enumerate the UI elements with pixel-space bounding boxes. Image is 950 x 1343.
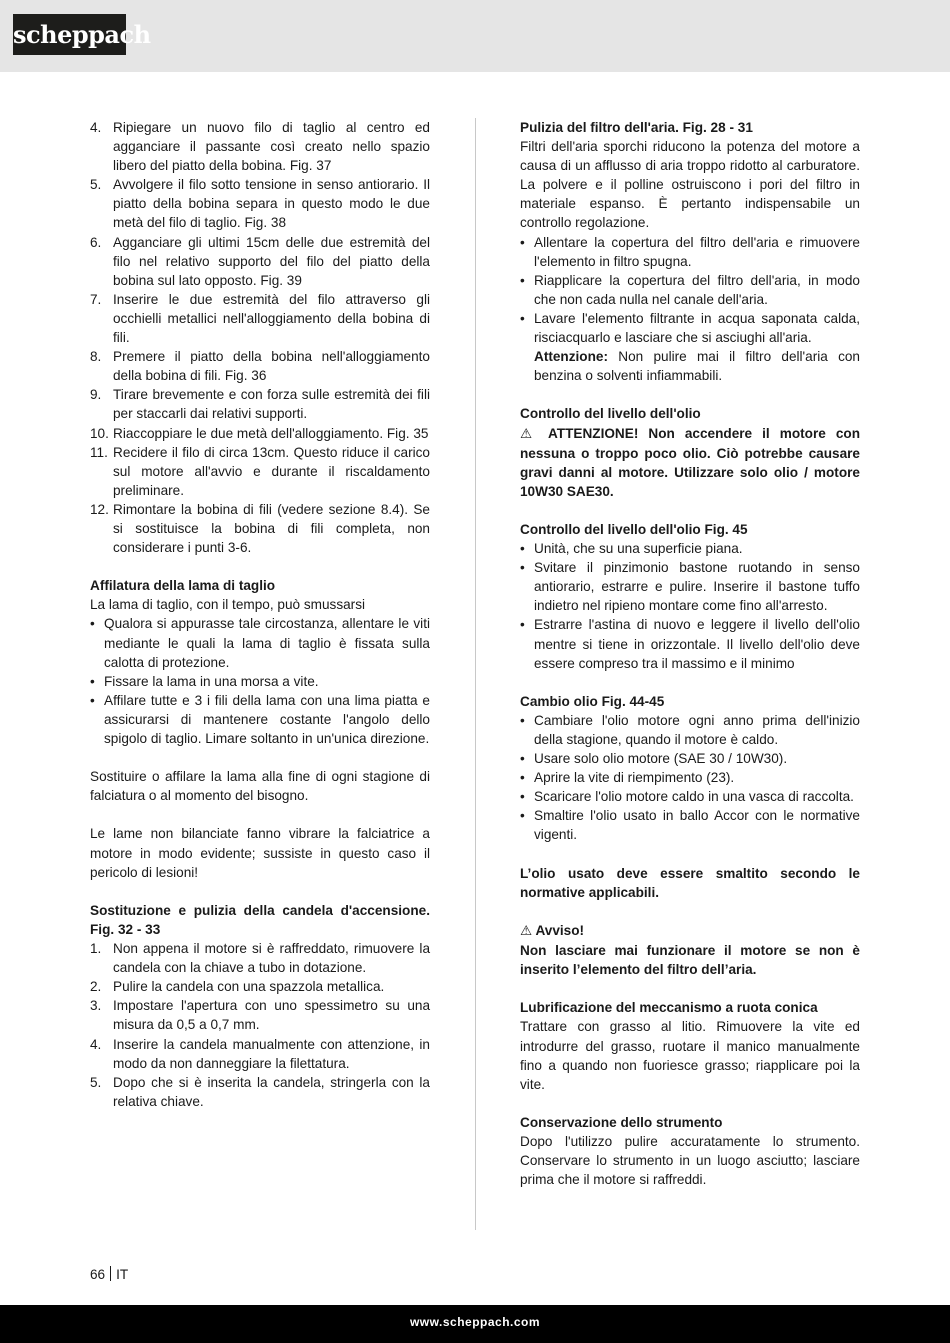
separator [110,1266,111,1281]
list-item: • Allentare la copertura del filtro dell'aria e rimuovere l'elemento in filtro spugna. [520,234,860,269]
section-heading: Lubrificazione del meccanismo a ruota conica [520,1000,818,1016]
list-item: • Lavare l'elemento filtrante in acqua saponata calda, risciacquarlo e lasciare che si asciughi all'aria. Attenzione: Non pulire mai il filtro dell'aria con benzina o solventi infiammabili. [520,310,860,384]
warning-icon: ⚠ [520,425,539,442]
paragraph: Le lame non bilanciate fanno vibrare la falciatrice a motore in modo evidente; sussiste in questo caso il pericolo di lesioni! [90,826,430,880]
bobbin-steps-list [90,118,430,557]
list-item: 7. Inserire le due estremità del filo attraverso gli occhielli metallici nell'alloggiamento della bobina di fili. [90,291,430,346]
list-item: 11. Recidere il filo di circa 13cm. Questo riduce il carico sul motore all'avvio e durante il riscaldamento preliminare. [90,444,430,498]
section-heading: Cambio olio Fig. 44-45 [520,693,665,709]
list-item: • Usare solo olio motore (SAE 30 / 10W30). [520,751,788,767]
list-item: 8. Premere il piatto della bobina nell'alloggiamento della bobina di fili. Fig. 36 [90,349,430,384]
attention-label: Attenzione: [534,349,609,365]
list-item: 12. Rimontare la bobina di fili (vedere sezione 8.4). Se si sostituisce la bobina di fili completa, non considerare i punti 3-6. [90,501,430,556]
section-heading: Controllo del livello dell'olio Fig. 45 [520,521,748,537]
page-footer [0,1305,950,1343]
paragraph: La lama di taglio, con il tempo, può smussarsi [90,597,366,613]
list-item: • Svitare il pinzimonio bastone ruotando in senso antiorario, estrarre e pulire. Inserire il bastone tuffo indietro nel ripieno montare come fino all'arresto. [520,560,860,614]
disposal-note: L’olio usato deve essere smaltito secondo le normative applicabili. [520,865,860,900]
page-header [0,0,950,72]
list-item: 3. Impostare l'apertura con uno spessimetro su una misura da 0,5 a 0,7 mm. [90,998,430,1033]
section-heading: Conservazione dello strumento [520,1114,723,1130]
list-item: 5. Avvolgere il filo sotto tensione in senso antiorario. Il piatto della bobina separa in questo modo le due metà del filo di taglio. Fig. 38 [90,177,430,231]
column-divider [475,118,476,1230]
warning-icon: ⚠ [520,922,533,939]
list-item: • Unità, che su una superficie piana. [520,541,743,557]
list-item: 4. Ripiegare un nuovo filo di taglio al centro ed agganciare il passante così creato nello spazio libero del piatto della bobina. Fig. 37 [90,120,430,174]
section-heading: Sostituzione e pulizia della candela d'accensione. Fig. 32 - 33 [90,902,430,937]
paragraph: Dopo l'utilizzo pulire accuratamente lo strumento. Conservare lo strumento in un luogo asciutto; lasciare prima che il motore si raffreddi. [520,1133,860,1188]
oil-change-bullets [520,711,860,845]
list-item: 2. Pulire la candela con una spazzola metallica. [90,979,385,995]
warning-block: ⚠ ATTENZIONE! Non accendere il motore con nessuna o troppo poco olio. Ciò potrebbe causare gravi danni al motore. Utilizzare solo olio / motore 10W30 SAE30. [520,425,861,499]
list-item: • Scaricare l'olio motore caldo in una vasca di raccolta. [520,789,854,805]
notice-text: Non lasciare mai funzionare il motore se non è inserito l’elemento del filtro dell’aria. [520,943,860,978]
spark-plug-steps-list [90,939,430,1111]
scheppach-logo: scheppach [13,14,126,55]
list-item: • Riapplicare la copertura del filtro dell'aria, in modo che non cada nulla nel canale dell'aria. [520,272,860,307]
website-link[interactable]: www.scheppach.com [409,1315,541,1329]
right-column [520,118,860,1189]
paragraph: Sostituire o affilare la lama alla fine di ogni stagione di falciatura o al momento del bisogno. [90,769,430,804]
list-item: • Fissare la lama in una morsa a vite. [90,673,319,689]
left-column [90,118,430,1111]
filter-bullets [520,233,860,386]
list-item: 10. Riaccoppiare le due metà dell'alloggiamento. Fig. 35 [90,425,429,441]
list-item: • Qualora si appurasse tale circostanza, allentare le viti mediante le quali la lama di taglio è fissata sulla calotta di protezione. [90,616,430,670]
page-number: 66 IT [90,1267,129,1282]
notice-title: ⚠ Avviso! [520,922,585,939]
section-heading: Controllo del livello dell'olio [520,406,701,422]
list-item: • Aprire la vite di riempimento (23). [520,770,735,786]
list-item: 4. Inserire la candela manualmente con attenzione, in modo da non danneggiare la filettatura. [90,1036,430,1071]
oil-check-bullets [520,539,860,673]
list-item: • Cambiare l'olio motore ogni anno prima dell'inizio della stagione, quando il motore è caldo. [520,712,860,747]
paragraph: Filtri dell'aria sporchi riducono la potenza del motore a causa di un afflusso di aria troppo ridotto al carburatore. La polvere e il polline ostruiscono i pori del filtro in materiale espanso. È pertanto indispensabile un controllo regolazione. [520,139,860,231]
list-item: • Smaltire l'olio usato in ballo Accor con le normative vigenti. [520,808,860,843]
section-heading: Pulizia del filtro dell'aria. Fig. 28 - 31 [520,120,753,135]
section-heading: Affilatura della lama di taglio [90,578,276,594]
paragraph: Trattare con grasso al litio. Rimuovere la vite ed introdurre del grasso, ruotare il manico manualmente fino a quando non fuoriesce grasso; riapplicare poi la vite. [520,1019,860,1092]
list-item: 6. Agganciare gli ultimi 15cm delle due estremità del filo nel relativo supporto del filo del piatto della bobina sul lato opposto. Fig. 39 [90,234,430,288]
list-item: • Affilare tutte e 3 i fili della lama con una lima piatta e assicurarsi di mantenere costante l'angolo dello spigolo di taglio. Limare soltanto in un'unica direzione. [90,692,430,746]
sharpen-bullets [90,614,430,748]
list-item: • Estrarre l'astina di nuovo e leggere il livello dell'olio mentre si tiene in orizzontale. Il livello dell'olio deve essere compreso tra il massimo e il minimo [520,617,860,671]
list-item: 5. Dopo che si è inserita la candela, stringerla con la relativa chiave. [90,1074,430,1109]
list-item: 1. Non appena il motore si è raffreddato, rimuovere la candela con la chiave a tubo in dotazione. [90,941,430,976]
list-item: 9. Tirare brevemente e con forza sulle estremità dei fili per staccarli dai relativi supporti. [90,387,430,422]
